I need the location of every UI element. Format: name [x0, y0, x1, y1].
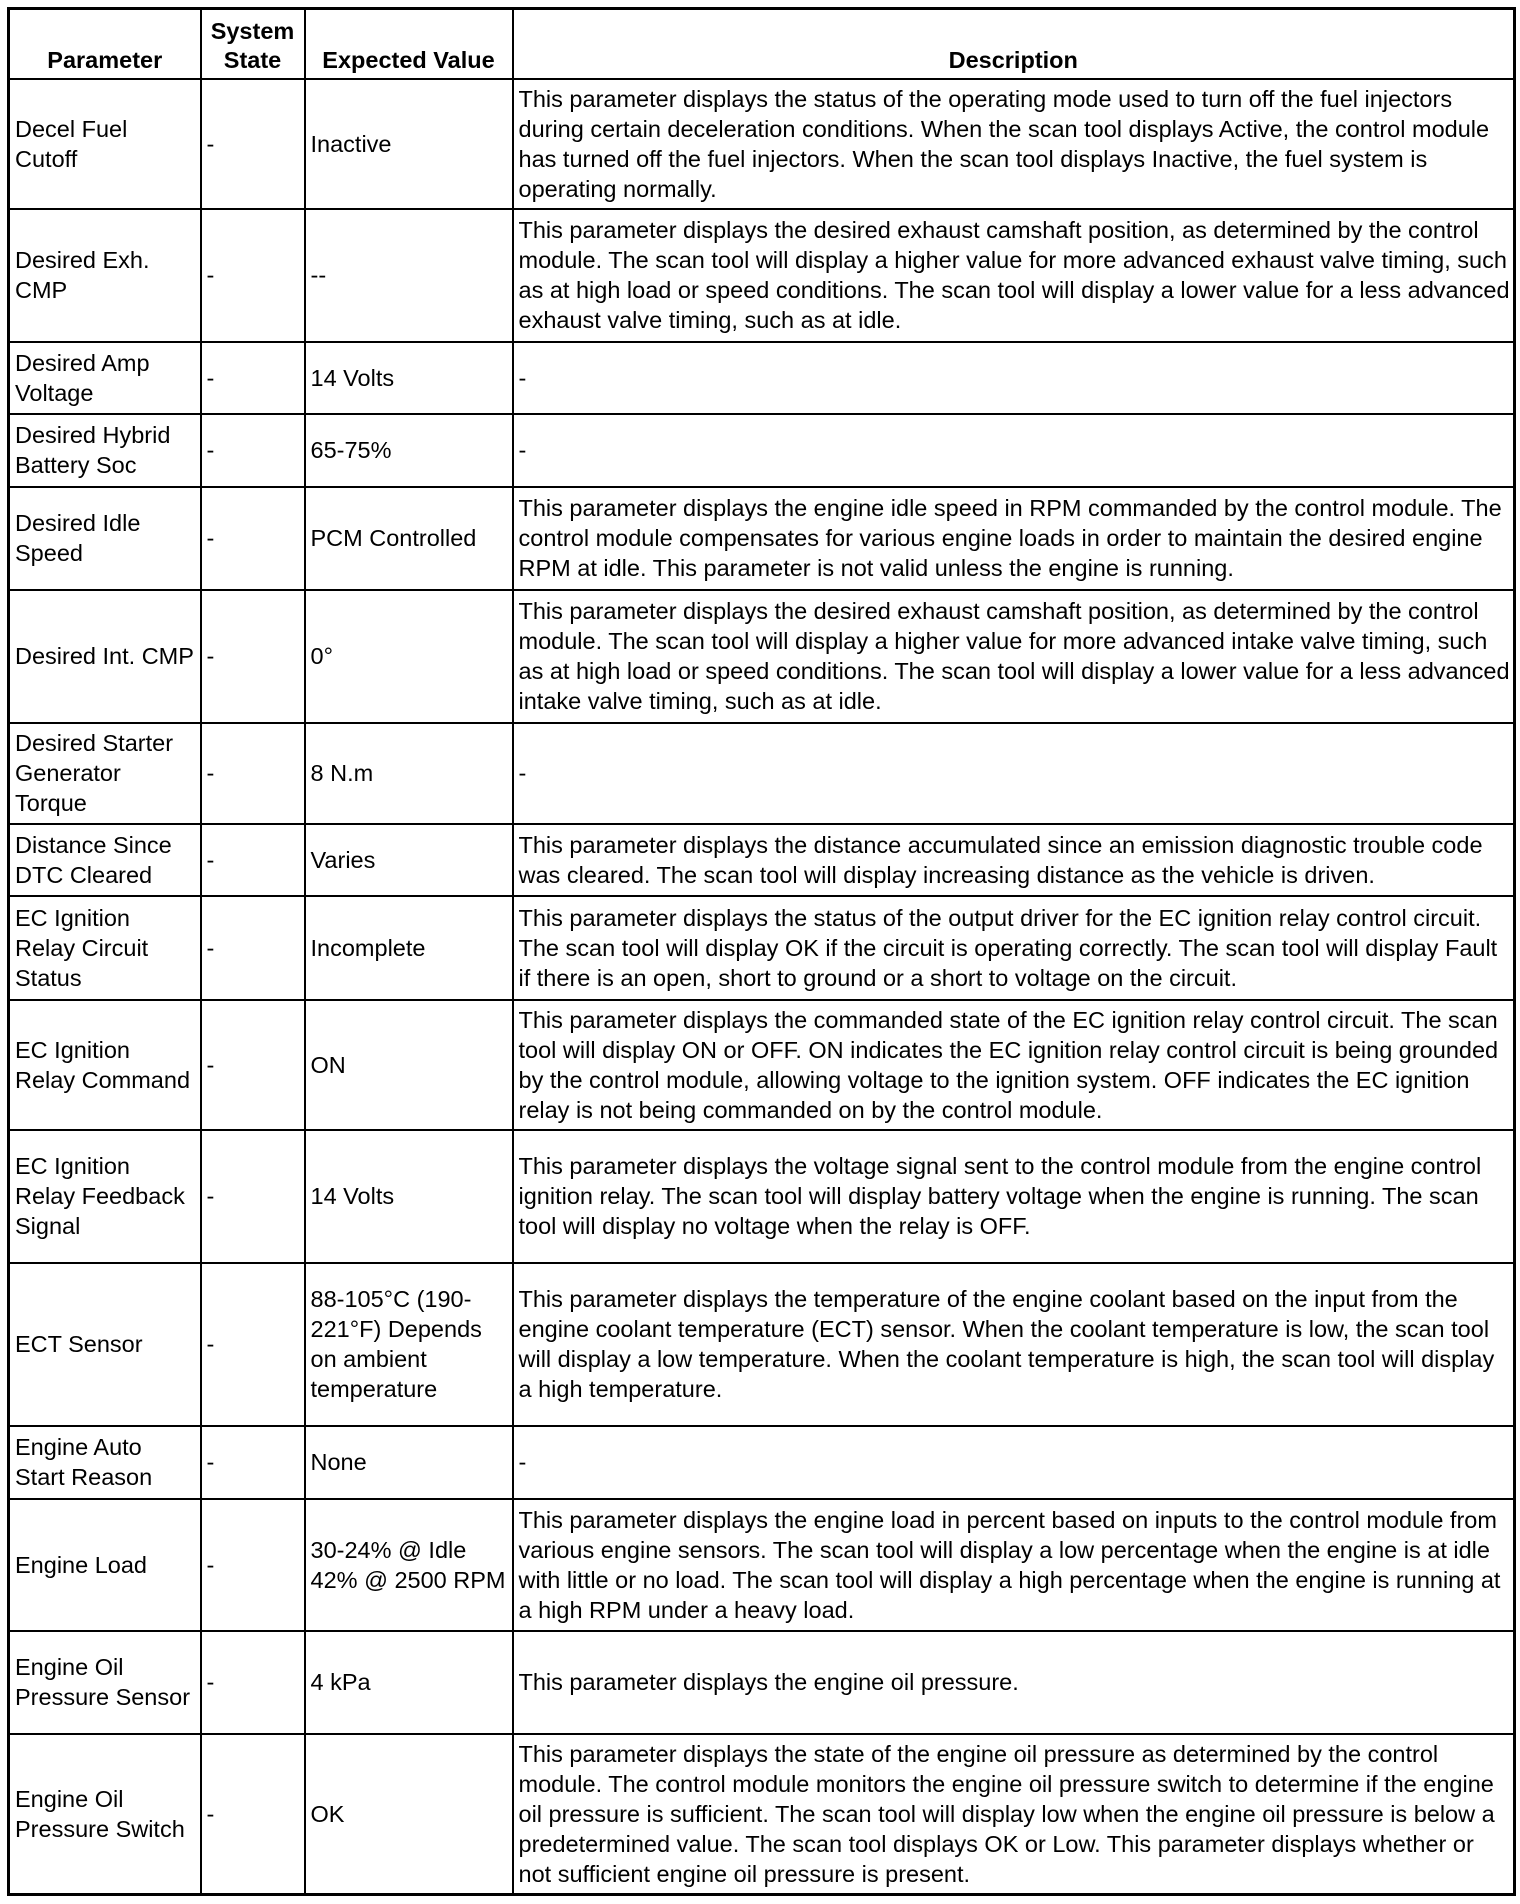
cell-description: This parameter displays the status of the output driver for the EC ignition relay control circuit. The scan tool will display OK if the circuit is operating correctly. The scan tool will display Fault if there is an open, short to ground or a short to voltage on the circuit. [513, 896, 1515, 1000]
cell-expected: 0° [305, 590, 513, 723]
cell-expected: None [305, 1426, 513, 1499]
cell-expected: 14 Volts [305, 1130, 513, 1263]
cell-parameter: Desired Idle Speed [9, 487, 201, 590]
cell-state: - [201, 414, 305, 487]
cell-parameter: Desired Amp Voltage [9, 342, 201, 414]
parameter-table [7, 7, 1516, 1896]
table-row [9, 1426, 1515, 1499]
cell-expected: 65-75% [305, 414, 513, 487]
cell-state: - [201, 1263, 305, 1426]
cell-expected: 14 Volts [305, 342, 513, 414]
cell-description: - [513, 414, 1515, 487]
cell-state: - [201, 824, 305, 896]
cell-description: - [513, 723, 1515, 824]
cell-parameter: Desired Hybrid Battery Soc [9, 414, 201, 487]
table-row [9, 590, 1515, 723]
cell-expected: PCM Controlled [305, 487, 513, 590]
cell-description: This parameter displays the engine load in percent based on inputs to the control module from various engine sensors. The scan tool will display a low percentage when the engine is at idle with little or no load. The scan tool will display a high percentage when the engine is running at a high RPM under a heavy load. [513, 1499, 1515, 1631]
cell-expected: Varies [305, 824, 513, 896]
cell-parameter: ECT Sensor [9, 1263, 201, 1426]
table-row [9, 1263, 1515, 1426]
header-system-state: System State [201, 9, 305, 79]
header-parameter: Parameter [9, 9, 201, 79]
table-row [9, 487, 1515, 590]
cell-state: - [201, 487, 305, 590]
cell-state: - [201, 1631, 305, 1734]
cell-parameter: Engine Oil Pressure Switch [9, 1734, 201, 1895]
cell-state: - [201, 342, 305, 414]
table-row [9, 1130, 1515, 1263]
cell-description: This parameter displays the voltage signal sent to the control module from the engine control ignition relay. The scan tool will display battery voltage when the engine is running. The scan tool will display no voltage when the relay is OFF. [513, 1130, 1515, 1263]
table-row [9, 79, 1515, 209]
cell-expected: OK [305, 1734, 513, 1895]
table-row [9, 342, 1515, 414]
table-row [9, 824, 1515, 896]
cell-state: - [201, 1130, 305, 1263]
cell-parameter: Desired Starter Generator Torque [9, 723, 201, 824]
cell-expected: 4 kPa [305, 1631, 513, 1734]
cell-description: This parameter displays the state of the engine oil pressure as determined by the control module. The control module monitors the engine oil pressure switch to determine if the engine oil pressure is sufficient. The scan tool will display low when the engine oil pressure is below a predetermined value. The scan tool displays OK or Low. This parameter displays whether or not sufficient engine oil pressure is present. [513, 1734, 1515, 1895]
cell-parameter: Engine Auto Start Reason [9, 1426, 201, 1499]
cell-state: - [201, 1499, 305, 1631]
cell-parameter: Desired Exh. CMP [9, 209, 201, 342]
cell-expected: 8 N.m [305, 723, 513, 824]
table-row [9, 209, 1515, 342]
cell-state: - [201, 896, 305, 1000]
table-row [9, 1499, 1515, 1631]
cell-parameter: Distance Since DTC Cleared [9, 824, 201, 896]
header-description: Description [513, 9, 1515, 79]
cell-state: - [201, 1734, 305, 1895]
cell-parameter: Decel Fuel Cutoff [9, 79, 201, 209]
table-header-row [9, 9, 1515, 79]
cell-description: This parameter displays the desired exhaust camshaft position, as determined by the control module. The scan tool will display a higher value for more advanced intake valve timing, such as at high load or speed conditions. The scan tool will display a lower value for a less advanced intake valve timing, such as at idle. [513, 590, 1515, 723]
cell-parameter: EC Ignition Relay Command [9, 1000, 201, 1130]
cell-description: - [513, 342, 1515, 414]
cell-parameter: EC Ignition Relay Circuit Status [9, 896, 201, 1000]
table-row [9, 414, 1515, 487]
table-row [9, 723, 1515, 824]
table-row [9, 1000, 1515, 1130]
cell-description: This parameter displays the engine idle speed in RPM commanded by the control module. The control module compensates for various engine loads in order to maintain the desired engine RPM at idle. This parameter is not valid unless the engine is running. [513, 487, 1515, 590]
cell-state: - [201, 79, 305, 209]
cell-state: - [201, 1000, 305, 1130]
parameter-table-container [7, 7, 1513, 1896]
header-expected-value: Expected Value [305, 9, 513, 79]
cell-description: This parameter displays the desired exhaust camshaft position, as determined by the control module. The scan tool will display a higher value for more advanced exhaust valve timing, such as at high load or speed conditions. The scan tool will display a lower value for a less advanced exhaust valve timing, such as at idle. [513, 209, 1515, 342]
table-row [9, 896, 1515, 1000]
cell-expected: Inactive [305, 79, 513, 209]
cell-description: This parameter displays the status of the operating mode used to turn off the fuel injectors during certain deceleration conditions. When the scan tool displays Active, the control module has turned off the fuel injectors. When the scan tool displays Inactive, the fuel system is operating normally. [513, 79, 1515, 209]
cell-state: - [201, 1426, 305, 1499]
cell-state: - [201, 209, 305, 342]
cell-parameter: EC Ignition Relay Feedback Signal [9, 1130, 201, 1263]
table-row [9, 1734, 1515, 1895]
cell-state: - [201, 590, 305, 723]
cell-description: This parameter displays the engine oil pressure. [513, 1631, 1515, 1734]
cell-parameter: Engine Oil Pressure Sensor [9, 1631, 201, 1734]
cell-description: This parameter displays the distance accumulated since an emission diagnostic trouble code was cleared. The scan tool will display increasing distance as the vehicle is driven. [513, 824, 1515, 896]
cell-expected: 88-105°C (190-221°F) Depends on ambient temperature [305, 1263, 513, 1426]
cell-parameter: Engine Load [9, 1499, 201, 1631]
cell-state: - [201, 723, 305, 824]
cell-description: - [513, 1426, 1515, 1499]
cell-expected: Incomplete [305, 896, 513, 1000]
cell-description: This parameter displays the temperature of the engine coolant based on the input from the engine coolant temperature (ECT) sensor. When the coolant temperature is low, the scan tool will display a low temperature. When the coolant temperature is high, the scan tool will display a high temperature. [513, 1263, 1515, 1426]
cell-expected: 30-24% @ Idle 42% @ 2500 RPM [305, 1499, 513, 1631]
cell-expected: -- [305, 209, 513, 342]
cell-parameter: Desired Int. CMP [9, 590, 201, 723]
cell-description: This parameter displays the commanded state of the EC ignition relay control circuit. The scan tool will display ON or OFF. ON indicates the EC ignition relay control circuit is being grounded by the control module, allowing voltage to the ignition system. OFF indicates the EC ignition relay is not being commanded on by the control module. [513, 1000, 1515, 1130]
cell-expected: ON [305, 1000, 513, 1130]
table-row [9, 1631, 1515, 1734]
